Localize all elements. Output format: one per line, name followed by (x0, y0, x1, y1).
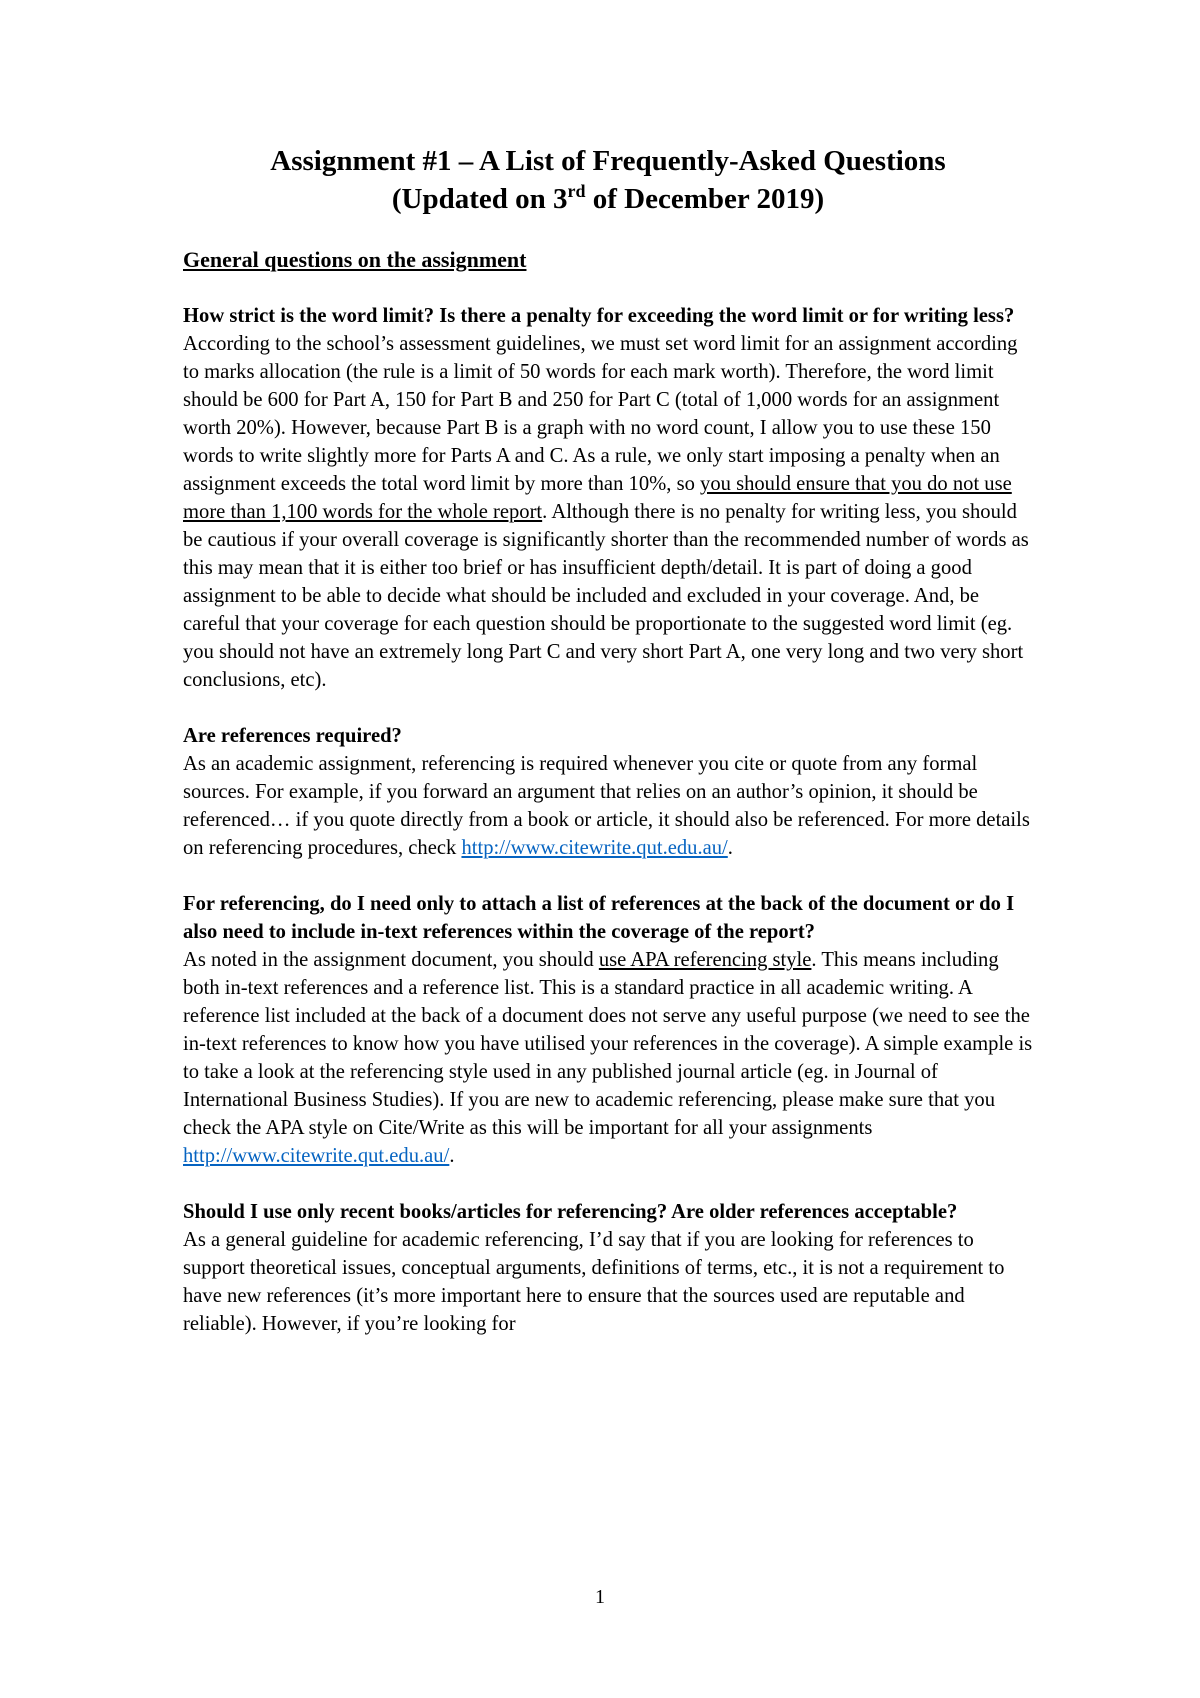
faq-question: Should I use only recent books/articles for referencing? Are older references acceptable? (183, 1201, 958, 1223)
title-date-prefix: (Updated on 3 (391, 183, 568, 215)
citewrite-link[interactable]: http://www.citewrite.qut.edu.au/ (183, 1145, 450, 1167)
faq-answer (183, 330, 1033, 694)
document-title (183, 142, 1033, 218)
answer-text: . Although there is no penalty for writing less, you should be cautious if your overall coverage is significantly shorter than the recommended number of words as this may mean that it is either too brief or has insufficient depth/detail. It is part of doing a good assignment to be able to decide what should be included and excluded in your coverage. And, be careful that your coverage for each question should be proportionate to the suggested word limit (eg. you should not have an extremely long Part C and very short Part A, one very long and two very short conclusions, etc). (183, 501, 1029, 691)
answer-text: . (727, 837, 733, 859)
page-number: 1 (595, 1586, 605, 1608)
answer-text: As an academic assignment, referencing is required whenever you cite or quote from any formal sources. For example, if you forward an argument that relies on an author’s opinion, it should be referenced… if you quote directly from a book or article, it should also be referenced. For more details on referencing procedures, check (183, 753, 1030, 859)
faq-answer (183, 946, 1033, 1170)
faq-item-references-required (183, 722, 1033, 862)
faq-answer: As a general guideline for academic referencing, I’d say that if you are looking for references to support theoretical issues, conceptual arguments, definitions of terms, etc., it is not a requirement to have new references (it’s more important here to ensure that the sources used are reputable and reliable). However, if you’re looking for (183, 1229, 1005, 1335)
answer-text: According to the school’s assessment guidelines, we must set word limit for an assignment according to marks allocation (the rule is a limit of 50 words for each mark worth). Therefore, the word limit should be 600 for Part A, 150 for Part B and 250 for Part C (total of 1,000 words for an assignment worth 20%). However, because Part B is a graph with no word count, I allow you to use these 150 words to write slightly more for Parts A and C. As a rule, we only start imposing a penalty when an assignment exceeds the total word limit by more than 10%, so (183, 333, 1018, 495)
faq-item-in-text-references (183, 890, 1033, 1170)
citewrite-link[interactable]: http://www.citewrite.qut.edu.au/ (461, 837, 728, 859)
section-heading: General questions on the assignment (183, 247, 527, 272)
title-date-suffix: of December 2019) (585, 183, 825, 215)
faq-item-word-limit (183, 302, 1033, 694)
faq-answer (183, 750, 1033, 862)
faq-question: Are references required? (183, 725, 402, 747)
answer-text: . This means including both in-text references and a reference list. This is a standard practice in all academic writing. A reference list included at the back of a document does not serve any useful purpose (we need to see the in-text references to know how you have utilised your references in the coverage). A simple example is to take a look at the referencing style used in any published journal article (eg. in Journal of International Business Studies). If you are new to academic referencing, please make sure that you check the APA style on Cite/Write as this will be important for all your assignments (183, 949, 1033, 1139)
faq-question: How strict is the word limit? Is there a penalty for exceeding the word limit or for writing less? (183, 305, 1015, 327)
faq-question: For referencing, do I need only to attach a list of references at the back of the document or do I also need to include in-text references within the coverage of the report? (183, 893, 1015, 943)
answer-emphasis: use APA referencing style (598, 949, 812, 971)
faq-item-recent-references (183, 1198, 1033, 1338)
title-line-2 (183, 180, 1033, 218)
answer-emphasis: you should ensure that you do not use more than 1,100 words for the whole report (183, 473, 1012, 523)
answer-text: . (449, 1145, 455, 1167)
answer-text: As noted in the assignment document, you should (183, 949, 599, 971)
document-content (183, 142, 1033, 1366)
title-line-1: Assignment #1 – A List of Frequently-Asked Questions (270, 145, 946, 177)
title-date-superscript: rd (567, 181, 586, 201)
